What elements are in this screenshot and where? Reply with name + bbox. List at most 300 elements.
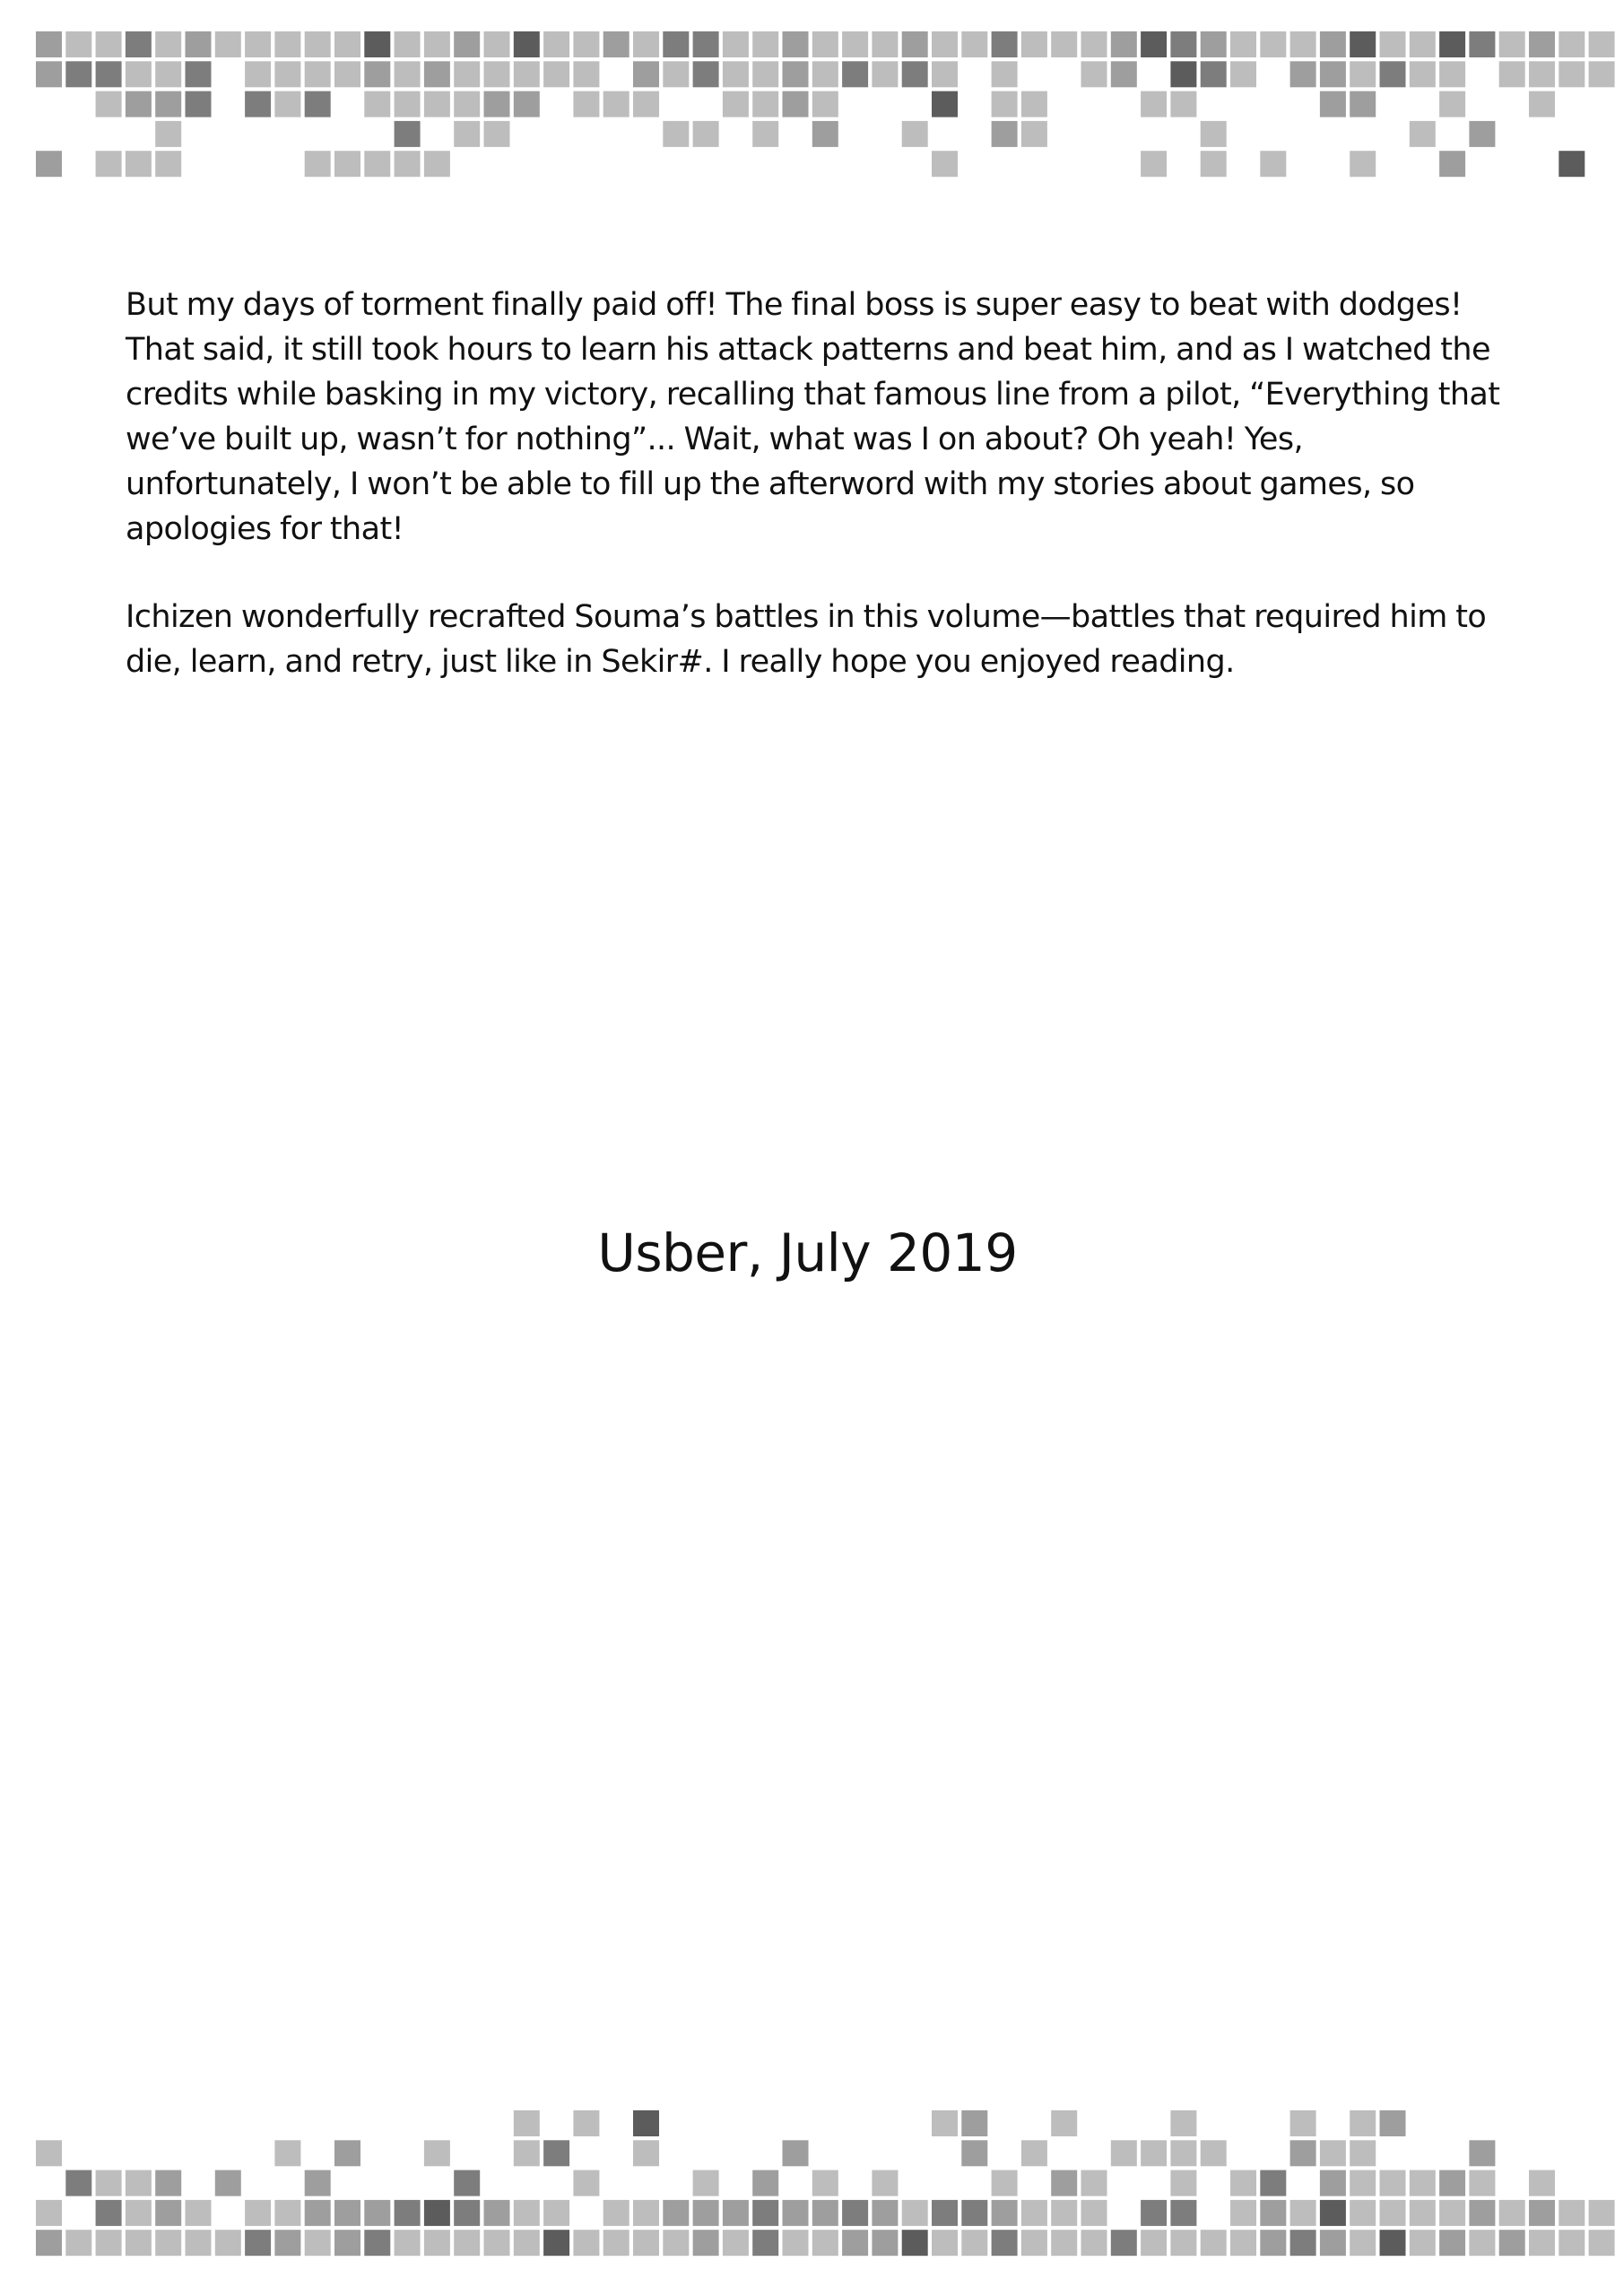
pixel-tile: [395, 121, 421, 147]
pixel-tile: [1051, 2170, 1077, 2196]
pixel-tile: [334, 2230, 360, 2256]
pixel-tile: [633, 2230, 659, 2256]
pixel-tile: [1230, 2170, 1256, 2196]
pixel-tile: [484, 2230, 510, 2256]
pixel-tile: [1350, 31, 1376, 57]
pixel-tile: [1439, 151, 1465, 177]
pixel-tile: [305, 2170, 331, 2196]
pixel-tile: [1021, 31, 1047, 57]
pixel-tile: [395, 151, 421, 177]
pixel-tile: [36, 2140, 62, 2166]
pixel-tile: [961, 2230, 987, 2256]
pixel-tile: [961, 2110, 987, 2136]
pixel-tile: [783, 61, 809, 87]
pixel-tile: [1529, 2170, 1555, 2196]
pixel-tile: [454, 31, 480, 57]
pixel-tile: [573, 2170, 599, 2196]
pixel-tile: [543, 2140, 569, 2166]
pixel-tile: [902, 61, 928, 87]
pixel-tile: [1380, 2230, 1406, 2256]
pixel-tile: [723, 2200, 749, 2226]
pixel-tile: [395, 2230, 421, 2256]
pixel-tile: [693, 61, 719, 87]
pixel-tile: [274, 91, 300, 117]
pixel-tile: [1201, 151, 1227, 177]
pixel-tile: [514, 2200, 540, 2226]
pixel-tile: [693, 2200, 719, 2226]
pixel-tile: [932, 2110, 958, 2136]
pixel-tile: [1170, 2140, 1196, 2166]
pixel-tile: [484, 91, 510, 117]
pixel-tile: [1290, 2110, 1316, 2136]
pixel-tile: [155, 61, 181, 87]
pixel-tile: [36, 31, 62, 57]
pixel-tile: [1350, 2170, 1376, 2196]
pixel-tile: [514, 31, 540, 57]
pixel-tile: [1051, 2200, 1077, 2226]
pixel-tile: [65, 2170, 91, 2196]
pixel-tile: [334, 31, 360, 57]
pixel-tile: [812, 121, 838, 147]
pixel-tile: [603, 2200, 630, 2226]
pixel-tile: [215, 2230, 241, 2256]
pixel-tile: [1320, 31, 1346, 57]
pixel-tile: [1469, 31, 1495, 57]
pixel-tile: [364, 151, 390, 177]
pixel-tile: [1439, 31, 1465, 57]
pixel-tile: [992, 61, 1018, 87]
pixel-tile: [1410, 2230, 1436, 2256]
pixel-tile: [1170, 2230, 1196, 2256]
pixel-tile: [573, 2230, 599, 2256]
pixel-tile: [1081, 2170, 1107, 2196]
pixel-tile: [1380, 61, 1406, 87]
pixel-tile: [932, 31, 958, 57]
pixel-tile: [1559, 2230, 1585, 2256]
pixel-tile: [1320, 91, 1346, 117]
pixel-tile: [992, 91, 1018, 117]
pixel-tile: [96, 2170, 122, 2196]
pixel-tile: [1410, 2200, 1436, 2226]
pixel-tile: [932, 61, 958, 87]
pixel-tile: [514, 2110, 540, 2136]
pixel-tile: [1141, 2230, 1167, 2256]
pixel-tile: [1320, 2230, 1346, 2256]
pixel-tile: [1559, 31, 1585, 57]
pixel-tile: [723, 31, 749, 57]
pixel-tile: [395, 2200, 421, 2226]
pixel-tile: [96, 151, 122, 177]
pixel-tile: [1589, 2200, 1615, 2226]
pixel-tile: [186, 31, 212, 57]
pixel-tile: [334, 2140, 360, 2166]
pixel-tile: [96, 61, 122, 87]
pixel-tile: [126, 151, 152, 177]
pixel-tile: [961, 2140, 987, 2166]
pixel-tile: [274, 2140, 300, 2166]
pixel-tile: [842, 2200, 868, 2226]
pixel-tile: [245, 61, 271, 87]
pixel-tile: [155, 2170, 181, 2196]
pixel-tile: [484, 61, 510, 87]
pixel-tile: [65, 31, 91, 57]
pixel-tile: [274, 2200, 300, 2226]
pixel-tile: [484, 31, 510, 57]
pixel-tile: [484, 121, 510, 147]
pixel-tile: [1051, 2230, 1077, 2256]
pixel-tile: [1230, 61, 1256, 87]
pixel-tile: [274, 31, 300, 57]
pixel-tile: [364, 91, 390, 117]
pixel-tile: [842, 61, 868, 87]
pixel-tile: [1201, 2140, 1227, 2166]
pixel-tile: [65, 2230, 91, 2256]
pixel-tile: [1350, 2110, 1376, 2136]
pixel-tile: [1439, 2230, 1465, 2256]
pixel-tile: [1410, 61, 1436, 87]
pixel-tile: [723, 61, 749, 87]
pixel-tile: [573, 2110, 599, 2136]
pixel-tile: [1380, 2170, 1406, 2196]
pixel-tile: [633, 61, 659, 87]
pixel-tile: [96, 31, 122, 57]
pixel-tile: [514, 2140, 540, 2166]
pixel-tile: [305, 2230, 331, 2256]
pixel-tile: [543, 2200, 569, 2226]
pixel-tile: [1320, 61, 1346, 87]
pixel-tile: [961, 2200, 987, 2226]
pixel-tile: [155, 151, 181, 177]
pixel-tile: [663, 61, 689, 87]
pixel-tile: [1081, 2230, 1107, 2256]
pixel-tile: [663, 31, 689, 57]
pixel-tile: [245, 91, 271, 117]
pixel-tile: [364, 2200, 390, 2226]
pixel-tile: [424, 151, 450, 177]
pixel-tile: [126, 2170, 152, 2196]
pixel-tile: [1141, 2200, 1167, 2226]
pixel-tile: [752, 91, 778, 117]
pixel-tile: [1021, 91, 1047, 117]
pixel-tile: [902, 2200, 928, 2226]
pixel-tile: [872, 31, 898, 57]
pixel-tile: [1260, 2230, 1286, 2256]
pixel-tile: [96, 2230, 122, 2256]
pixel-tile: [992, 2200, 1018, 2226]
pixel-tile: [155, 2200, 181, 2226]
pixel-tile: [1141, 31, 1167, 57]
pixel-tile: [872, 2170, 898, 2196]
pixel-tile: [1290, 2230, 1316, 2256]
pixel-tile: [752, 2230, 778, 2256]
pixel-tile: [1439, 61, 1465, 87]
pixel-tile: [1111, 61, 1137, 87]
pixel-tile: [96, 2200, 122, 2226]
pixel-tile: [305, 91, 331, 117]
pixel-tile: [1021, 2200, 1047, 2226]
pixel-tile: [663, 2200, 689, 2226]
pixel-tile: [96, 91, 122, 117]
pixel-tile: [1201, 121, 1227, 147]
pixel-tile: [1559, 151, 1585, 177]
afterword-paragraph-2: Ichizen wonderfully recrafted Souma’s battles in this volume—battles that required him to die, learn, and retry, just like in Sekir#. I really hope you enjoyed reading.: [126, 599, 1487, 680]
pixel-tile: [1021, 2140, 1047, 2166]
pixel-tile: [126, 2200, 152, 2226]
pixel-tile: [454, 61, 480, 87]
pixel-tile: [305, 31, 331, 57]
pixel-tile: [693, 2170, 719, 2196]
pixel-tile: [633, 31, 659, 57]
pixel-tile: [932, 2230, 958, 2256]
pixel-tile: [1170, 2110, 1196, 2136]
pixel-tile: [126, 91, 152, 117]
pixel-tile: [812, 2230, 838, 2256]
pixel-tile: [932, 91, 958, 117]
pixel-tile: [1499, 2230, 1525, 2256]
pixel-tile: [1589, 31, 1615, 57]
pixel-tile: [186, 61, 212, 87]
pixel-tile: [1589, 61, 1615, 87]
pixel-tile: [484, 2200, 510, 2226]
pixel-tile: [305, 151, 331, 177]
pixel-tile: [1230, 2200, 1256, 2226]
pixel-tile: [1111, 2140, 1137, 2166]
pixel-tile: [454, 2170, 480, 2196]
pixel-tile: [424, 2200, 450, 2226]
pixel-tile: [1439, 2170, 1465, 2196]
pixel-tile: [1350, 2200, 1376, 2226]
pixel-tile: [1290, 2200, 1316, 2226]
pixel-tile: [752, 121, 778, 147]
pixel-tile: [1439, 2200, 1465, 2226]
afterword-paragraph-1: But my days of torment finally paid off! The final boss is super easy to beat with dodges! That said, it still took hours to learn his attack patterns and beat him, and as I watched the credits while basking in my victory, recalling that famous line from a pilot, “Everything that we’ve built up, wasn’t for nothing”... Wait, what was I on about? Oh yeah! Yes, unfortunately, I won’t be able to fill up the afterword with my stories about games, so apologies for that!: [126, 287, 1500, 547]
pixel-tile: [633, 91, 659, 117]
pixel-tile: [305, 2200, 331, 2226]
pixel-tile: [1529, 61, 1555, 87]
pixel-tile: [1350, 61, 1376, 87]
pixel-tile: [663, 121, 689, 147]
pixel-tile: [1230, 2230, 1256, 2256]
pixel-tile: [1170, 31, 1196, 57]
pixel-tile: [334, 61, 360, 87]
pixel-tile: [1260, 151, 1286, 177]
pixel-tile: [126, 61, 152, 87]
pixel-tile: [1499, 2200, 1525, 2226]
pixel-tile: [1350, 2140, 1376, 2166]
pixel-tile: [543, 2230, 569, 2256]
pixel-tile: [1410, 2170, 1436, 2196]
pixel-tile: [364, 31, 390, 57]
pixel-tile: [1141, 2140, 1167, 2166]
pixel-tile: [812, 61, 838, 87]
pixel-tile: [1380, 2110, 1406, 2136]
pixel-tile: [1081, 61, 1107, 87]
pixel-tile: [1021, 121, 1047, 147]
pixel-tile: [752, 61, 778, 87]
afterword-body: [126, 283, 1511, 727]
pixel-tile: [1380, 31, 1406, 57]
author-signature: Usber, July 2019: [597, 1222, 1018, 1283]
pixel-tile: [1170, 91, 1196, 117]
pixel-tile: [1201, 2230, 1227, 2256]
pixel-tile: [783, 91, 809, 117]
pixel-tile: [454, 2230, 480, 2256]
pixel-tile: [992, 31, 1018, 57]
pixel-tile: [752, 31, 778, 57]
pixel-tile: [992, 2230, 1018, 2256]
pixel-tile: [812, 31, 838, 57]
pixel-tile: [395, 61, 421, 87]
pixel-tile: [1529, 91, 1555, 117]
pixel-tile: [1410, 31, 1436, 57]
pixel-tile: [65, 61, 91, 87]
pixel-tile: [1141, 91, 1167, 117]
pixel-tile: [1469, 2200, 1495, 2226]
pixel-tile: [1380, 2200, 1406, 2226]
pixel-tile: [424, 61, 450, 87]
pixel-tile: [454, 121, 480, 147]
pixel-tile: [245, 2200, 271, 2226]
pixel-tile: [872, 2230, 898, 2256]
pixel-tile: [1439, 91, 1465, 117]
pixel-tile: [902, 121, 928, 147]
pixel-tile: [334, 2200, 360, 2226]
pixel-tile: [36, 2230, 62, 2256]
pixel-tile: [1290, 2140, 1316, 2166]
pixel-tile: [36, 2200, 62, 2226]
pixel-tile: [1021, 2230, 1047, 2256]
pixel-tile: [454, 91, 480, 117]
pixel-tile: [1589, 2230, 1615, 2256]
pixel-tile: [1469, 2140, 1495, 2166]
pixel-tile: [633, 2140, 659, 2166]
pixel-tile: [1529, 2200, 1555, 2226]
pixel-tile: [543, 31, 569, 57]
pixel-tile: [395, 31, 421, 57]
pixel-tile: [752, 2170, 778, 2196]
pixel-tile: [783, 2140, 809, 2166]
pixel-tile: [334, 151, 360, 177]
pixel-tile: [274, 61, 300, 87]
pixel-tile: [155, 2230, 181, 2256]
pixel-tile: [155, 91, 181, 117]
pixel-tile: [1320, 2200, 1346, 2226]
pixel-tile: [1260, 31, 1286, 57]
pixel-tile: [603, 91, 630, 117]
pixel-tile: [1290, 61, 1316, 87]
pixel-tile: [1350, 91, 1376, 117]
pixel-tile: [1081, 31, 1107, 57]
pixel-tile: [126, 2230, 152, 2256]
pixel-tile: [663, 2230, 689, 2256]
pixel-tile: [1320, 2170, 1346, 2196]
pixel-tile: [1201, 61, 1227, 87]
pixel-tile: [424, 31, 450, 57]
pixel-tile: [1469, 121, 1495, 147]
pixel-tile: [573, 31, 599, 57]
pixel-tile: [186, 91, 212, 117]
pixel-tile: [1320, 2140, 1346, 2166]
pixel-tile: [1111, 31, 1137, 57]
pixel-tile: [186, 2230, 212, 2256]
pixel-tile: [812, 91, 838, 117]
pixel-tile: [603, 2230, 630, 2256]
pixel-tile: [902, 31, 928, 57]
pixel-tile: [215, 31, 241, 57]
pixel-tile: [693, 31, 719, 57]
pixel-tile: [932, 2200, 958, 2226]
pixel-tile: [872, 61, 898, 87]
pixel-tile: [1051, 31, 1077, 57]
pixel-tile: [1499, 61, 1525, 87]
pixel-tile: [1081, 2200, 1107, 2226]
pixel-tile: [902, 2230, 928, 2256]
pixel-tile: [1469, 2170, 1495, 2196]
bottom-pixel-mosaic: [0, 2085, 1615, 2296]
pixel-tile: [514, 91, 540, 117]
pixel-tile: [992, 2170, 1018, 2196]
pixel-tile: [215, 2170, 241, 2196]
pixel-tile: [1260, 2170, 1286, 2196]
pixel-tile: [1170, 2170, 1196, 2196]
pixel-tile: [961, 31, 987, 57]
pixel-tile: [992, 121, 1018, 147]
bottom-pixel-border: [0, 2085, 1615, 2265]
pixel-tile: [1410, 121, 1436, 147]
pixel-tile: [1260, 2200, 1286, 2226]
pixel-tile: [454, 2200, 480, 2226]
pixel-tile: [633, 2200, 659, 2226]
pixel-tile: [603, 31, 630, 57]
pixel-tile: [186, 2200, 212, 2226]
pixel-tile: [723, 2230, 749, 2256]
pixel-tile: [1559, 61, 1585, 87]
pixel-tile: [1469, 2230, 1495, 2256]
pixel-tile: [1290, 31, 1316, 57]
pixel-tile: [633, 2110, 659, 2136]
pixel-tile: [1111, 2230, 1137, 2256]
pixel-tile: [752, 2200, 778, 2226]
pixel-tile: [573, 91, 599, 117]
pixel-tile: [36, 151, 62, 177]
pixel-tile: [514, 61, 540, 87]
pixel-tile: [126, 31, 152, 57]
pixel-tile: [245, 2230, 271, 2256]
pixel-tile: [693, 2230, 719, 2256]
pixel-tile: [1230, 31, 1256, 57]
pixel-tile: [1350, 2230, 1376, 2256]
pixel-tile: [783, 2200, 809, 2226]
pixel-tile: [1170, 61, 1196, 87]
pixel-tile: [1170, 2200, 1196, 2226]
pixel-tile: [155, 121, 181, 147]
pixel-tile: [543, 61, 569, 87]
pixel-tile: [1051, 2110, 1077, 2136]
pixel-tile: [842, 31, 868, 57]
pixel-tile: [514, 2230, 540, 2256]
top-pixel-border: [0, 0, 1615, 179]
pixel-tile: [36, 61, 62, 87]
pixel-tile: [155, 31, 181, 57]
pixel-tile: [1141, 151, 1167, 177]
pixel-tile: [783, 31, 809, 57]
pixel-tile: [1529, 31, 1555, 57]
pixel-tile: [693, 121, 719, 147]
pixel-tile: [812, 2170, 838, 2196]
pixel-tile: [872, 2200, 898, 2226]
pixel-tile: [364, 61, 390, 87]
pixel-tile: [932, 151, 958, 177]
